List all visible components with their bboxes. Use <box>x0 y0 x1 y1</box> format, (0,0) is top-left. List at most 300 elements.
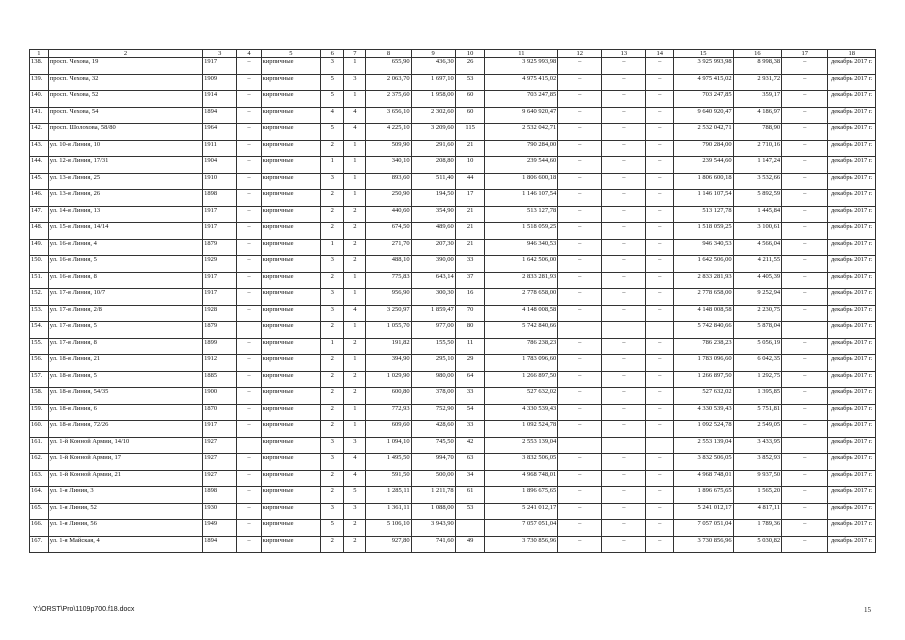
table-row <box>30 289 876 306</box>
living-area-cell: 1 211,78 <box>411 487 455 504</box>
cost-col-15-cell: 3 925 993,98 <box>674 58 734 75</box>
year-built-cell: 1910 <box>203 173 237 190</box>
cost-col-14-cell: – <box>646 140 674 157</box>
address-cell: ул. 1-я Майская, 4 <box>48 536 202 553</box>
wall-material-cell: кирпичные <box>261 520 321 537</box>
total-area-cell: 1 055,70 <box>366 322 411 339</box>
completion-date-cell: декабрь 2017 г. <box>828 421 876 438</box>
floors-count-cell: 2 <box>321 140 344 157</box>
total-area-cell: 3 656,10 <box>366 107 411 124</box>
cost-col-15-cell: 3 730 856,96 <box>674 536 734 553</box>
residents-count-cell: 21 <box>455 223 485 240</box>
year-built-cell: 1929 <box>203 256 237 273</box>
wall-material-cell: кирпичные <box>261 437 321 454</box>
unit-cost-cell: 4 817,11 <box>733 503 782 520</box>
living-area-cell: 354,90 <box>411 206 455 223</box>
floors-count-cell: 2 <box>321 421 344 438</box>
col-17-cell: – <box>782 256 828 273</box>
total-area-cell: 772,93 <box>366 404 411 421</box>
entrances-count-cell: 2 <box>344 206 366 223</box>
living-area-cell: 300,30 <box>411 289 455 306</box>
total-cost-cell: 786 238,23 <box>485 338 558 355</box>
column-number-cell: 12 <box>558 50 602 58</box>
wall-material-cell: кирпичные <box>261 322 321 339</box>
completion-date-cell: декабрь 2017 г. <box>828 305 876 322</box>
cost-col-14-cell: – <box>646 520 674 537</box>
residents-count-cell: 70 <box>455 305 485 322</box>
row-number-cell: 166. <box>30 520 49 537</box>
year-reconstructed-cell: – <box>237 91 261 108</box>
residents-count-cell: 10 <box>455 157 485 174</box>
year-built-cell: 1885 <box>203 371 237 388</box>
address-cell: ул. 13-я Линия, 26 <box>48 190 202 207</box>
total-cost-cell: 2 553 139,04 <box>485 437 558 454</box>
completion-date-cell: декабрь 2017 г. <box>828 157 876 174</box>
floors-count-cell: 3 <box>321 173 344 190</box>
row-number-cell: 143. <box>30 140 49 157</box>
total-cost-cell: 9 640 920,47 <box>485 107 558 124</box>
cost-col-12-cell: – <box>558 454 602 471</box>
col-17-cell: – <box>782 388 828 405</box>
cost-col-13-cell: – <box>602 124 646 141</box>
total-area-cell: 2 063,70 <box>366 74 411 91</box>
completion-date-cell: декабрь 2017 г. <box>828 239 876 256</box>
table-row <box>30 206 876 223</box>
year-built-cell: 1949 <box>203 520 237 537</box>
cost-col-13-cell: – <box>602 140 646 157</box>
wall-material-cell: кирпичные <box>261 206 321 223</box>
address-cell: ул. 18-я Линия, 5 <box>48 371 202 388</box>
wall-material-cell: кирпичные <box>261 404 321 421</box>
entrances-count-cell: 2 <box>344 520 366 537</box>
entrances-count-cell: 4 <box>344 470 366 487</box>
year-built-cell: 1898 <box>203 487 237 504</box>
cost-col-13-cell: – <box>602 256 646 273</box>
total-cost-cell: 1 518 059,25 <box>485 223 558 240</box>
unit-cost-cell: 4 566,04 <box>733 239 782 256</box>
address-cell: ул. 17-я Линия, 5 <box>48 322 202 339</box>
residents-count-cell: 61 <box>455 487 485 504</box>
floors-count-cell: 1 <box>321 338 344 355</box>
cost-col-13-cell: – <box>602 223 646 240</box>
cost-col-14-cell: – <box>646 388 674 405</box>
year-built-cell: 1899 <box>203 338 237 355</box>
total-area-cell: 271,70 <box>366 239 411 256</box>
total-cost-cell: 1 896 675,65 <box>485 487 558 504</box>
residents-count-cell: 11 <box>455 338 485 355</box>
cost-col-12-cell: – <box>558 404 602 421</box>
entrances-count-cell: 2 <box>344 338 366 355</box>
total-area-cell: 394,90 <box>366 355 411 372</box>
floors-count-cell: 5 <box>321 124 344 141</box>
floors-count-cell: 2 <box>321 487 344 504</box>
table-row <box>30 305 876 322</box>
col-17-cell: – <box>782 173 828 190</box>
wall-material-cell: кирпичные <box>261 272 321 289</box>
completion-date-cell: декабрь 2017 г. <box>828 124 876 141</box>
wall-material-cell: кирпичные <box>261 107 321 124</box>
table-row <box>30 404 876 421</box>
row-number-cell: 159. <box>30 404 49 421</box>
col-17-cell: – <box>782 206 828 223</box>
column-number-cell: 18 <box>828 50 876 58</box>
year-reconstructed-cell <box>237 322 261 339</box>
page-number: 15 <box>864 606 871 614</box>
address-cell: ул. 13-я Линия, 25 <box>48 173 202 190</box>
year-built-cell: 1964 <box>203 124 237 141</box>
year-built-cell: 1912 <box>203 355 237 372</box>
col-17-cell: – <box>782 107 828 124</box>
cost-col-15-cell: 2 778 658,00 <box>674 289 734 306</box>
total-area-cell: 609,60 <box>366 421 411 438</box>
cost-col-12-cell: – <box>558 421 602 438</box>
year-reconstructed-cell: – <box>237 107 261 124</box>
total-cost-cell: 1 783 096,60 <box>485 355 558 372</box>
column-number-row <box>30 50 876 58</box>
entrances-count-cell: 4 <box>344 305 366 322</box>
total-cost-cell: 4 968 748,01 <box>485 470 558 487</box>
residents-count-cell: 44 <box>455 173 485 190</box>
living-area-cell: 194,50 <box>411 190 455 207</box>
residents-count-cell: 54 <box>455 404 485 421</box>
cost-col-12-cell: – <box>558 239 602 256</box>
floors-count-cell: 3 <box>321 437 344 454</box>
row-number-cell: 141. <box>30 107 49 124</box>
cost-col-13-cell: – <box>602 487 646 504</box>
address-cell: ул. 16-я Линия, 4 <box>48 239 202 256</box>
year-reconstructed-cell: – <box>237 305 261 322</box>
wall-material-cell: кирпичные <box>261 470 321 487</box>
col-17-cell: – <box>782 503 828 520</box>
column-number-cell: 6 <box>321 50 344 58</box>
file-path: Y:\ORST\Pro\1109p700.f18.docx <box>33 606 135 613</box>
year-reconstructed-cell: – <box>237 124 261 141</box>
cost-col-13-cell: – <box>602 338 646 355</box>
year-reconstructed-cell: – <box>237 338 261 355</box>
cost-col-15-cell: 1 518 059,25 <box>674 223 734 240</box>
unit-cost-cell: 5 056,19 <box>733 338 782 355</box>
unit-cost-cell: 5 030,82 <box>733 536 782 553</box>
floors-count-cell: 2 <box>321 371 344 388</box>
column-number-cell: 14 <box>646 50 674 58</box>
year-reconstructed-cell: – <box>237 58 261 75</box>
floors-count-cell: 2 <box>321 388 344 405</box>
row-number-cell: 164. <box>30 487 49 504</box>
cost-col-13-cell: – <box>602 454 646 471</box>
col-17-cell: – <box>782 289 828 306</box>
row-number-cell: 142. <box>30 124 49 141</box>
col-17-cell: – <box>782 74 828 91</box>
cost-col-12-cell: – <box>558 223 602 240</box>
residents-count-cell <box>455 520 485 537</box>
wall-material-cell: кирпичные <box>261 91 321 108</box>
year-reconstructed-cell: – <box>237 487 261 504</box>
unit-cost-cell: 1 789,36 <box>733 520 782 537</box>
living-area-cell: 994,70 <box>411 454 455 471</box>
cost-col-14-cell: – <box>646 239 674 256</box>
residents-count-cell: 21 <box>455 206 485 223</box>
wall-material-cell: кирпичные <box>261 487 321 504</box>
cost-col-12-cell: – <box>558 470 602 487</box>
cost-col-14-cell: – <box>646 503 674 520</box>
cost-col-14-cell: – <box>646 371 674 388</box>
wall-material-cell: кирпичные <box>261 503 321 520</box>
column-number-cell: 9 <box>411 50 455 58</box>
unit-cost-cell: 3 100,61 <box>733 223 782 240</box>
cost-col-14-cell: – <box>646 107 674 124</box>
year-reconstructed-cell: – <box>237 454 261 471</box>
cost-col-14-cell: – <box>646 74 674 91</box>
address-cell: ул. 14-я Линия, 13 <box>48 206 202 223</box>
address-cell: ул. 1-й Конной Армии, 21 <box>48 470 202 487</box>
year-built-cell: 1917 <box>203 421 237 438</box>
year-reconstructed-cell: – <box>237 190 261 207</box>
cost-col-13-cell: – <box>602 470 646 487</box>
row-number-cell: 158. <box>30 388 49 405</box>
completion-date-cell: декабрь 2017 г. <box>828 437 876 454</box>
living-area-cell: 500,00 <box>411 470 455 487</box>
address-cell: ул. 1-я Линия, 56 <box>48 520 202 537</box>
col-17-cell: – <box>782 487 828 504</box>
table-row <box>30 371 876 388</box>
residents-count-cell: 21 <box>455 140 485 157</box>
total-area-cell: 340,10 <box>366 157 411 174</box>
year-reconstructed-cell: – <box>237 206 261 223</box>
cost-col-13-cell: – <box>602 355 646 372</box>
row-number-cell: 149. <box>30 239 49 256</box>
wall-material-cell: кирпичные <box>261 454 321 471</box>
residents-count-cell: 80 <box>455 322 485 339</box>
row-number-cell: 165. <box>30 503 49 520</box>
entrances-count-cell: 1 <box>344 58 366 75</box>
entrances-count-cell: 1 <box>344 157 366 174</box>
year-reconstructed-cell <box>237 437 261 454</box>
table-row <box>30 272 876 289</box>
cost-col-13-cell: – <box>602 371 646 388</box>
address-cell: ул. 17-я Линия, 8 <box>48 338 202 355</box>
row-number-cell: 153. <box>30 305 49 322</box>
unit-cost-cell: 3 852,93 <box>733 454 782 471</box>
unit-cost-cell: 5 878,04 <box>733 322 782 339</box>
cost-col-14-cell: – <box>646 289 674 306</box>
entrances-count-cell: 2 <box>344 256 366 273</box>
total-area-cell: 956,90 <box>366 289 411 306</box>
total-cost-cell: 513 127,78 <box>485 206 558 223</box>
col-17-cell: – <box>782 371 828 388</box>
unit-cost-cell: 1 445,84 <box>733 206 782 223</box>
cost-col-12-cell: – <box>558 190 602 207</box>
wall-material-cell: кирпичные <box>261 289 321 306</box>
year-built-cell: 1909 <box>203 74 237 91</box>
cost-col-14-cell: – <box>646 124 674 141</box>
total-cost-cell: 790 284,00 <box>485 140 558 157</box>
col-17-cell: – <box>782 124 828 141</box>
living-area-cell: 295,10 <box>411 355 455 372</box>
living-area-cell: 1 697,10 <box>411 74 455 91</box>
unit-cost-cell: 9 937,50 <box>733 470 782 487</box>
year-built-cell: 1894 <box>203 536 237 553</box>
row-number-cell: 154. <box>30 322 49 339</box>
table-row <box>30 140 876 157</box>
cost-col-13-cell: – <box>602 520 646 537</box>
wall-material-cell: кирпичные <box>261 355 321 372</box>
floors-count-cell: 2 <box>321 470 344 487</box>
entrances-count-cell: 2 <box>344 223 366 240</box>
column-number-cell: 13 <box>602 50 646 58</box>
cost-col-15-cell: 2 833 281,93 <box>674 272 734 289</box>
unit-cost-cell: 1 395,85 <box>733 388 782 405</box>
living-area-cell: 489,60 <box>411 223 455 240</box>
cost-col-13-cell: – <box>602 404 646 421</box>
total-area-cell: 775,83 <box>366 272 411 289</box>
wall-material-cell: кирпичные <box>261 157 321 174</box>
year-reconstructed-cell: – <box>237 239 261 256</box>
table-row <box>30 520 876 537</box>
completion-date-cell: декабрь 2017 г. <box>828 371 876 388</box>
table-row <box>30 322 876 339</box>
unit-cost-cell: 2 549,05 <box>733 421 782 438</box>
entrances-count-cell: 2 <box>344 536 366 553</box>
year-built-cell: 1894 <box>203 107 237 124</box>
table-row <box>30 223 876 240</box>
table-row <box>30 503 876 520</box>
living-area-cell: 3 209,60 <box>411 124 455 141</box>
year-built-cell: 1917 <box>203 289 237 306</box>
residents-count-cell: 33 <box>455 256 485 273</box>
entrances-count-cell: 1 <box>344 272 366 289</box>
cost-col-14-cell: – <box>646 173 674 190</box>
year-reconstructed-cell: – <box>237 223 261 240</box>
wall-material-cell: кирпичные <box>261 239 321 256</box>
living-area-cell: 291,60 <box>411 140 455 157</box>
unit-cost-cell: 4 186,97 <box>733 107 782 124</box>
entrances-count-cell: 3 <box>344 437 366 454</box>
year-built-cell: 1904 <box>203 157 237 174</box>
year-built-cell: 1879 <box>203 322 237 339</box>
total-cost-cell: 2 833 281,93 <box>485 272 558 289</box>
row-number-cell: 146. <box>30 190 49 207</box>
wall-material-cell: кирпичные <box>261 305 321 322</box>
year-reconstructed-cell: – <box>237 289 261 306</box>
living-area-cell: 3 943,90 <box>411 520 455 537</box>
cost-col-15-cell: 4 975 415,02 <box>674 74 734 91</box>
year-reconstructed-cell: – <box>237 388 261 405</box>
unit-cost-cell: 1 147,24 <box>733 157 782 174</box>
completion-date-cell: декабрь 2017 г. <box>828 223 876 240</box>
cost-col-14-cell: – <box>646 206 674 223</box>
cost-col-15-cell: 1 806 600,18 <box>674 173 734 190</box>
cost-col-15-cell: 4 148 008,58 <box>674 305 734 322</box>
total-area-cell: 927,80 <box>366 536 411 553</box>
entrances-count-cell: 1 <box>344 190 366 207</box>
residents-count-cell: 17 <box>455 190 485 207</box>
col-17-cell: – <box>782 157 828 174</box>
col-17-cell: – <box>782 421 828 438</box>
unit-cost-cell: 3 433,95 <box>733 437 782 454</box>
cost-col-12-cell: – <box>558 289 602 306</box>
cost-col-12-cell: – <box>558 355 602 372</box>
cost-col-15-cell: 513 127,78 <box>674 206 734 223</box>
total-area-cell: 1 029,90 <box>366 371 411 388</box>
cost-col-14-cell: – <box>646 421 674 438</box>
cost-col-14-cell <box>646 437 674 454</box>
floors-count-cell: 2 <box>321 206 344 223</box>
living-area-cell: 436,30 <box>411 58 455 75</box>
cost-col-14-cell: – <box>646 404 674 421</box>
living-area-cell: 741,60 <box>411 536 455 553</box>
entrances-count-cell: 4 <box>344 124 366 141</box>
completion-date-cell: декабрь 2017 г. <box>828 140 876 157</box>
residents-count-cell: 33 <box>455 388 485 405</box>
cost-col-13-cell: – <box>602 272 646 289</box>
cost-col-15-cell: 4 968 748,01 <box>674 470 734 487</box>
living-area-cell: 207,30 <box>411 239 455 256</box>
year-reconstructed-cell: – <box>237 503 261 520</box>
year-built-cell: 1927 <box>203 437 237 454</box>
entrances-count-cell: 1 <box>344 91 366 108</box>
address-cell: ул. 1-й Конной Армии, 14/10 <box>48 437 202 454</box>
total-cost-cell: 3 925 993,98 <box>485 58 558 75</box>
col-17-cell: – <box>782 223 828 240</box>
cost-col-13-cell: – <box>602 239 646 256</box>
cost-col-14-cell: – <box>646 58 674 75</box>
cost-col-12-cell: – <box>558 58 602 75</box>
completion-date-cell: декабрь 2017 г. <box>828 272 876 289</box>
cost-col-12-cell: – <box>558 536 602 553</box>
residents-count-cell: 21 <box>455 239 485 256</box>
total-cost-cell: 527 632,02 <box>485 388 558 405</box>
wall-material-cell: кирпичные <box>261 536 321 553</box>
wall-material-cell: кирпичные <box>261 140 321 157</box>
col-17-cell: – <box>782 355 828 372</box>
address-cell: ул. 10-я Линия, 10 <box>48 140 202 157</box>
floors-count-cell: 5 <box>321 520 344 537</box>
residents-count-cell: 16 <box>455 289 485 306</box>
row-number-cell: 167. <box>30 536 49 553</box>
total-cost-cell: 2 778 658,00 <box>485 289 558 306</box>
total-cost-cell: 1 146 107,54 <box>485 190 558 207</box>
total-area-cell: 674,50 <box>366 223 411 240</box>
total-cost-cell: 239 544,60 <box>485 157 558 174</box>
cost-col-15-cell: 946 340,53 <box>674 239 734 256</box>
total-area-cell: 488,10 <box>366 256 411 273</box>
living-area-cell: 511,40 <box>411 173 455 190</box>
address-cell: просп. Чехова, 32 <box>48 74 202 91</box>
cost-col-15-cell: 1 266 897,50 <box>674 371 734 388</box>
cost-col-12-cell: – <box>558 91 602 108</box>
col-17-cell: – <box>782 239 828 256</box>
column-number-cell: 4 <box>237 50 261 58</box>
address-cell: ул. 1-я Линия, 52 <box>48 503 202 520</box>
floors-count-cell: 3 <box>321 305 344 322</box>
row-number-cell: 139. <box>30 74 49 91</box>
residents-count-cell: 115 <box>455 124 485 141</box>
cost-col-12-cell: – <box>558 157 602 174</box>
wall-material-cell: кирпичные <box>261 173 321 190</box>
cost-col-15-cell: 7 057 051,04 <box>674 520 734 537</box>
unit-cost-cell: 1 292,75 <box>733 371 782 388</box>
table-row <box>30 421 876 438</box>
completion-date-cell: декабрь 2017 г. <box>828 503 876 520</box>
cost-col-13-cell: – <box>602 173 646 190</box>
row-number-cell: 140. <box>30 91 49 108</box>
table-row <box>30 157 876 174</box>
completion-date-cell: декабрь 2017 г. <box>828 206 876 223</box>
entrances-count-cell: 1 <box>344 421 366 438</box>
table-row <box>30 190 876 207</box>
completion-date-cell: декабрь 2017 г. <box>828 173 876 190</box>
cost-col-13-cell: – <box>602 74 646 91</box>
